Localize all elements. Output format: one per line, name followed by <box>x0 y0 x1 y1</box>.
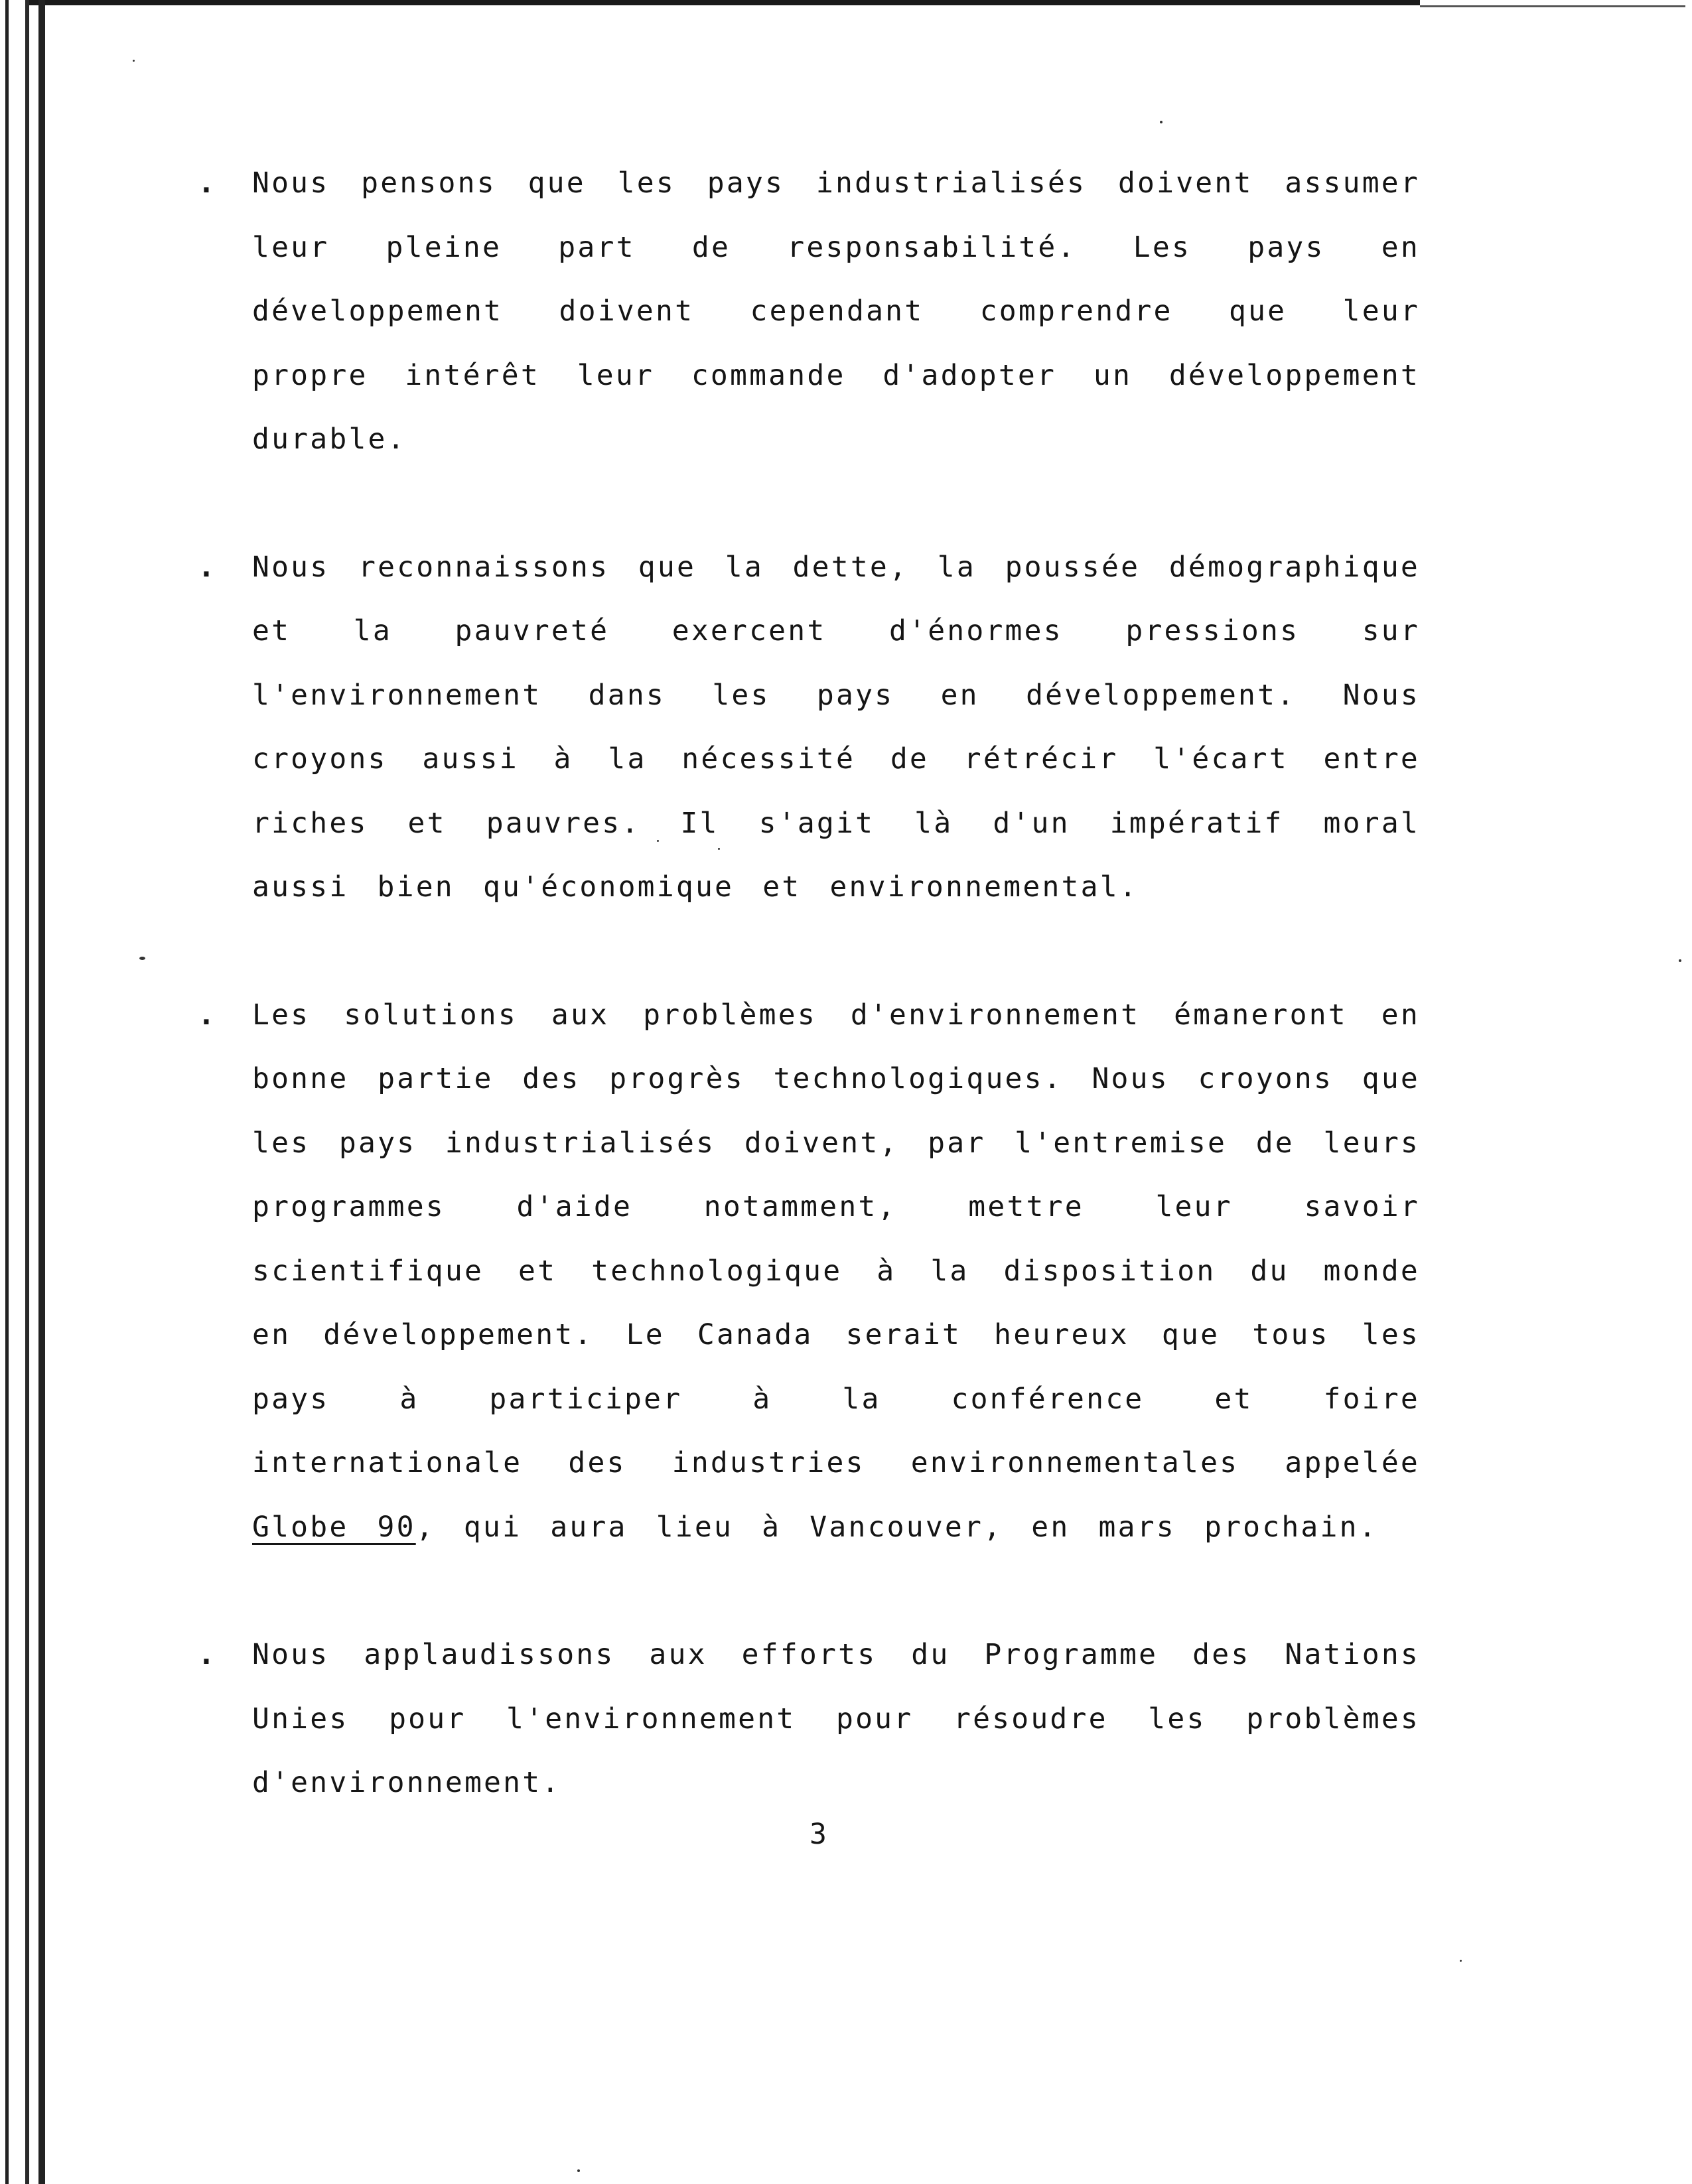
body-text <box>198 151 1420 1879</box>
bullet-paragraph-3 <box>198 983 1420 1560</box>
bullet-paragraph-4 <box>198 1623 1420 1815</box>
underlined-event-name: Globe 90 <box>252 1510 416 1544</box>
scan-speck <box>1460 1960 1462 1962</box>
bullet-paragraph-1 <box>198 151 1420 472</box>
scan-speck <box>133 60 135 62</box>
page-number <box>0 1818 1692 1851</box>
paragraph-text: Nous reconnaissons que la dette, la poussée démographique et la pauvreté exercent d'énormes pressions sur l'environnement dans les pays en développement. Nous croyons aussi à la nécessité de rétrécir l'écart entre riches et pauvres. Il s'agit là d'un impératif moral aussi bien qu'économique et environnemental. <box>252 550 1420 904</box>
bullet-marker: . <box>198 550 218 584</box>
bullet-marker: . <box>198 998 218 1032</box>
scan-speck <box>139 957 145 960</box>
scan-speck <box>1160 121 1163 123</box>
scan-binding-edge <box>0 0 53 2184</box>
scan-speck <box>1679 959 1681 962</box>
paragraph-text-continued: , qui aura lieu à Vancouver, en mars prochain. <box>415 1510 1378 1544</box>
paragraph-text: Nous pensons que les pays industrialisés doivent assumer leur pleine part de responsabilité. Les pays en développement doivent cependant comprendre que leur propre intérêt leur commande d'adopter un développement durable. <box>252 167 1420 456</box>
bullet-marker: . <box>198 1638 218 1671</box>
bullet-marker: . <box>198 167 218 200</box>
scan-speck <box>577 2169 580 2172</box>
paragraph-text: Les solutions aux problèmes d'environnement émaneront en bonne partie des progrès technologiques. Nous croyons que les pays industrialisés doivent, par l'entremise de leurs programmes d'aide notamment, mettre leur savoir scientifique et technologique à la disposition du monde en développement. Le Canada serait heureux que tous les pays à participer à la conférence et foire internationale des industries environnementales appelée <box>252 998 1420 1479</box>
scan-top-edge <box>0 0 1692 15</box>
paragraph-text: Nous applaudissons aux efforts du Programme des Nations Unies pour l'environnement pour résoudre les problèmes d'environnement. <box>252 1638 1420 1799</box>
bullet-paragraph-2 <box>198 535 1420 920</box>
page-number-text: 3 <box>810 1818 827 1851</box>
